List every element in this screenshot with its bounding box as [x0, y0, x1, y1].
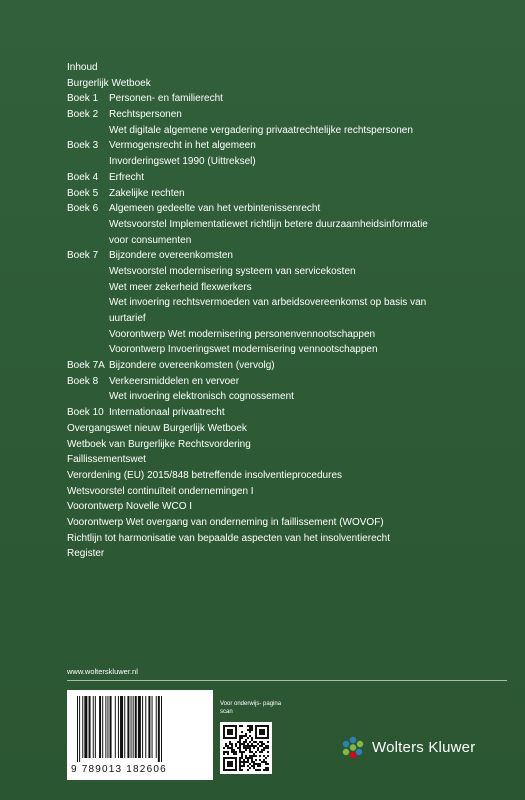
- toc-book-entry: [67, 217, 507, 233]
- entry-title: Internationaal privaatrecht: [109, 407, 225, 419]
- book-number: Boek 2: [67, 109, 99, 121]
- entry-title: Bijzondere overeenkomsten: [109, 250, 233, 262]
- toc-book-entry: [67, 389, 507, 405]
- book-number: Boek 6: [67, 203, 99, 215]
- toc-book-entry: [67, 170, 507, 186]
- footer-divider: [67, 680, 507, 681]
- toc-entry: [67, 531, 507, 547]
- barcode-bars: [75, 696, 205, 762]
- toc-book-entry: [67, 186, 507, 202]
- book-number: Boek 4: [67, 171, 99, 183]
- entry-text: Register: [67, 548, 105, 560]
- entry-title: uurtarief: [109, 313, 146, 324]
- toc-entry: [67, 546, 507, 562]
- toc-book-entry: [67, 374, 507, 390]
- toc-book-entry: [67, 248, 507, 264]
- toc-subheading: [67, 76, 507, 92]
- entry-title: Wetsvoorstel Implementatiewet richtlijn betere duurzaamheidsinformatie: [109, 218, 428, 230]
- entry-text: Overgangswet nieuw Burgerlijk Wetboek: [67, 422, 247, 434]
- entry-title: Voorontwerp Invoeringswet modernisering vennootschappen: [109, 344, 378, 356]
- isbn-barcode: [67, 690, 213, 780]
- entry-title: Algemeen gedeelte van het verbintenissenrecht: [109, 203, 321, 215]
- entry-title: Vermogensrecht in het algemeen: [109, 140, 256, 152]
- entry-text: Inhoud: [67, 62, 98, 73]
- toc-book-entry: [67, 107, 507, 123]
- entry-text: Voorontwerp Novelle WCO I: [67, 501, 193, 513]
- entry-text: Faillissementswet: [67, 454, 146, 466]
- entry-title: Bijzondere overeenkomsten (vervolg): [109, 360, 275, 372]
- book-number: Boek 7A: [67, 360, 105, 372]
- qr-pattern: [223, 725, 269, 771]
- entry-title: Wet invoering elektronisch cognossement: [109, 391, 294, 403]
- book-number: Boek 3: [67, 140, 99, 152]
- entry-text: Verordening (EU) 2015/848 betreffende insolventieprocedures: [67, 469, 342, 481]
- toc-entry: [67, 437, 507, 453]
- book-number: Boek 1: [67, 93, 99, 105]
- entry-title: Rechtspersonen: [109, 109, 182, 121]
- book-number: Boek 8: [67, 375, 99, 387]
- toc-book-entry: [67, 201, 507, 217]
- toc-book-entry: [67, 405, 507, 421]
- toc-book-entry: [67, 154, 507, 170]
- toc-book-entry: [67, 91, 507, 107]
- entry-text: Burgerlijk Wetboek: [67, 77, 151, 89]
- wolters-kluwer-logo-icon: [340, 734, 366, 760]
- entry-text: Wetboek van Burgerlijke Rechtsvordering: [67, 438, 251, 450]
- entry-text: Richtlijn tot harmonisatie van bepaalde aspecten van het insolventierecht: [67, 532, 390, 544]
- entry-title: Invorderingswet 1990 (Uittreksel): [109, 156, 256, 168]
- toc-book-entry: [67, 311, 507, 327]
- brand-name: Wolters Kluwer: [372, 738, 476, 756]
- toc-book-entry: [67, 233, 507, 249]
- toc-book-entry: [67, 123, 507, 139]
- book-number: Boek 7: [67, 250, 99, 262]
- toc-book-entry: [67, 327, 507, 343]
- book-number: Boek 10: [67, 407, 104, 419]
- book-number: Boek 5: [67, 187, 99, 199]
- entry-text: Voorontwerp Wet overgang van onderneming in faillissement (WOVOF): [67, 516, 384, 528]
- qr-code[interactable]: [220, 722, 272, 774]
- toc-book-entry: [67, 280, 507, 296]
- toc-entry: [67, 468, 507, 484]
- entry-title: Zakelijke rechten: [109, 187, 185, 199]
- toc-book-entry: [67, 264, 507, 280]
- toc-entry: [67, 452, 507, 468]
- entry-text: Wetsvoorstel continuïteit ondernemingen I: [67, 485, 254, 497]
- entry-title: Erfrecht: [109, 171, 145, 183]
- toc-entry: [67, 421, 507, 437]
- qr-label: Voor onderwijs- pagina scan: [220, 701, 282, 715]
- toc-book-entry: [67, 358, 507, 374]
- toc-entry: [67, 499, 507, 515]
- entry-title: voor consumenten: [109, 234, 192, 246]
- toc-book-entry: [67, 342, 507, 358]
- toc-heading: [67, 60, 507, 76]
- toc-book-entry: [67, 138, 507, 154]
- toc-entry: [67, 515, 507, 531]
- entry-title: Wet digitale algemene vergadering privaatrechtelijke rechtspersonen: [109, 124, 413, 136]
- entry-title: Wetsvoorstel modernisering systeem van servicekosten: [109, 265, 356, 277]
- entry-title: Voorontwerp Wet modernisering personenvennootschappen: [109, 328, 376, 340]
- table-of-contents: [67, 60, 507, 562]
- toc-book-entry: [67, 295, 507, 311]
- entry-title: Wet meer zekerheid flexwerkers: [109, 281, 252, 293]
- barcode-number: 9 789013 182606: [71, 764, 167, 775]
- toc-entry: [67, 484, 507, 500]
- publisher-brand: [340, 734, 475, 760]
- entry-title: Wet invoering rechtsvermoeden van arbeidsovereenkomst op basis van: [109, 297, 427, 309]
- website-url[interactable]: www.wolterskluwer.nl: [67, 667, 138, 676]
- entry-title: Personen- en familierecht: [109, 93, 223, 105]
- entry-title: Verkeersmiddelen en vervoer: [109, 375, 240, 387]
